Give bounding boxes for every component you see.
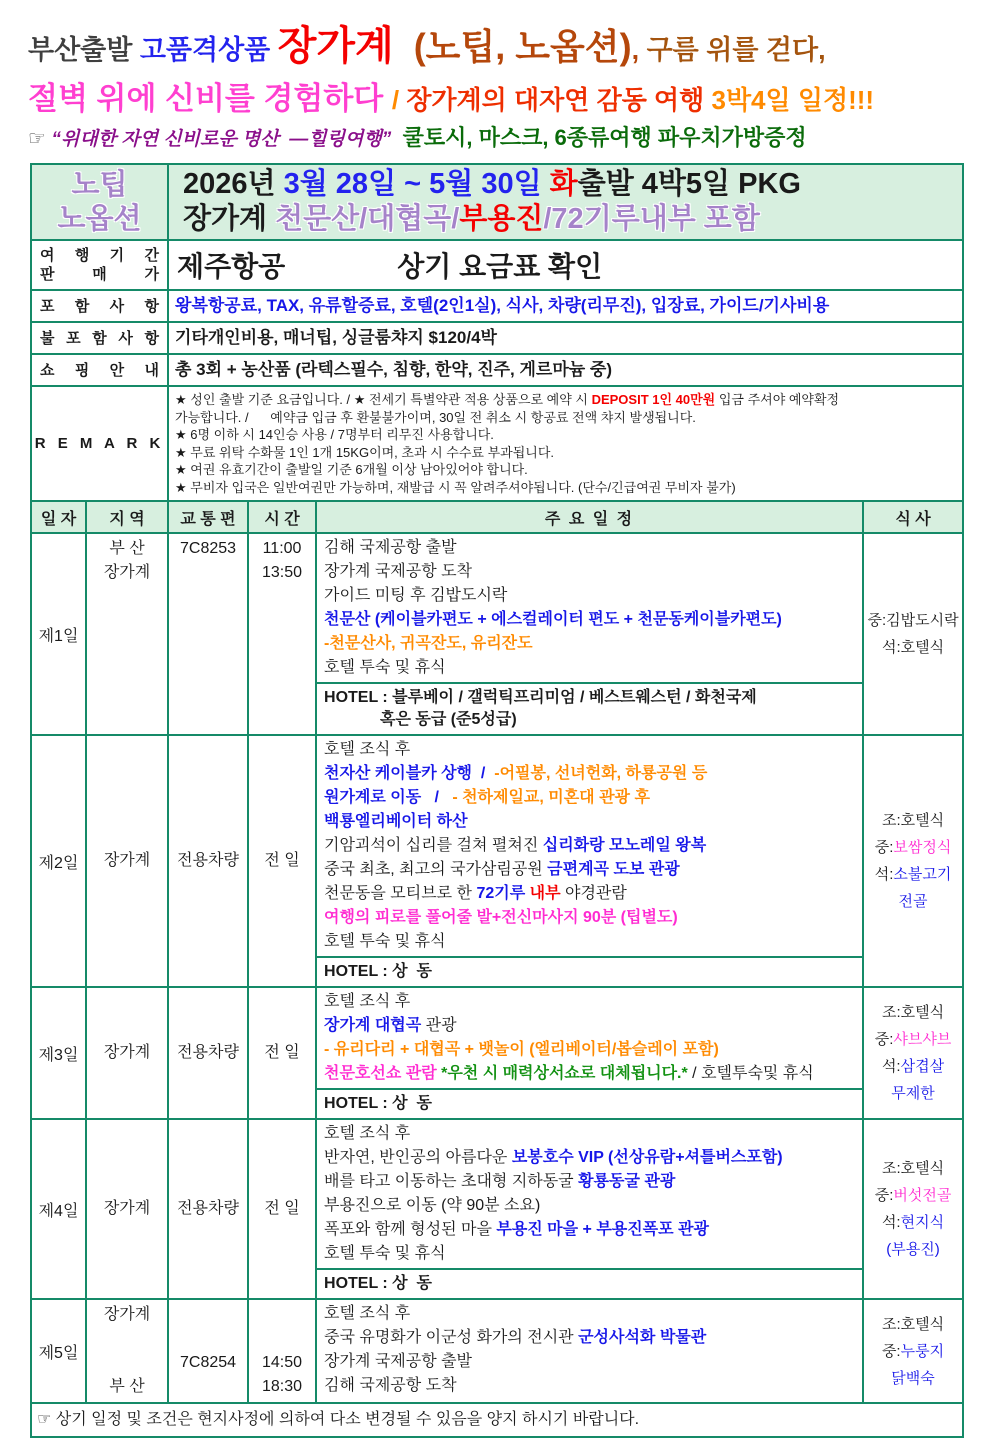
transport-cell [168, 1299, 248, 1403]
time-cell-line: 18:30 [261, 1378, 303, 1395]
text-segment: 관광 [425, 1017, 457, 1034]
itinerary-line [324, 632, 855, 656]
text-segment: (노팁, 노옵션) [393, 26, 632, 67]
text-segment: 화 [549, 168, 578, 200]
text-segment: 상기 요금표 확인 [397, 251, 603, 282]
text-segment: 샤브샤브 [893, 1031, 952, 1048]
text-segment: 조:호텔식 [881, 1160, 945, 1177]
remark-row [31, 386, 963, 501]
hotel-line [324, 687, 855, 709]
headline-line-2 [28, 78, 986, 121]
text-segment: 여행의 피로를 풀어줄 발+전신마사지 90분 (팁별도) [324, 909, 678, 926]
text-segment: / [391, 85, 407, 115]
day-number-cell: 제4일 [31, 1119, 86, 1299]
text-segment: HOTEL : [324, 1095, 393, 1112]
text-segment: 장가계 국제공항 출발 [324, 1353, 473, 1370]
shopping-text [168, 354, 963, 386]
transport-cell-line: 7C8253 [179, 540, 237, 557]
itinerary-cell [316, 987, 863, 1119]
text-segment: 구름 위를 걷다, [646, 35, 826, 65]
day-number-cell: 제1일 [31, 533, 86, 735]
meal-line [864, 834, 962, 861]
text-segment: 원가계로 이동 [324, 789, 422, 806]
column-header-transport: 교 통 편 [168, 501, 248, 533]
text-segment: ★ 무비자 입국은 일반여권만 가능하며, 재발급 시 꼭 알려주셔야됩니다. (단수/긴급여권 무비자 불가) [175, 479, 736, 495]
region-cell-line: 장가계 [103, 852, 151, 869]
text-segment: 기타개인비용, 매너팁, 싱글룸챠지 $120/4박 [175, 328, 497, 347]
text-segment: 장가계 [183, 203, 276, 235]
text-segment: 부용진으로 이동 (약 90분 소요) [324, 1197, 541, 1214]
text-segment: 석:호텔식 [881, 639, 945, 656]
transport-cell-line: 7C8254 [179, 1354, 237, 1371]
text-segment: 야경관람 [560, 885, 627, 902]
text-segment: 왕복항공료, TAX, 유류할증료, 호텔(2인1실), 식사, 차량(리무진), 입장료, 가이드/기사비용 [175, 296, 830, 315]
headline-line-3 [28, 121, 986, 157]
text-segment: / [472, 765, 495, 782]
transport-cell-line: 전용차량 [177, 1200, 239, 1217]
time-cell [248, 1299, 316, 1403]
column-header-schedule: 주 요 일 정 [316, 501, 863, 533]
text-segment: 천문호선쇼 관람 [324, 1065, 442, 1082]
text-segment: 조:호텔식 [881, 812, 945, 829]
text-segment: 호텔 조식 후 [324, 993, 411, 1010]
transport-cell [168, 1119, 248, 1299]
day-number-cell: 제2일 [31, 735, 86, 987]
text-segment: 전골 [898, 893, 928, 910]
text-segment: 누룽지 [900, 1342, 945, 1360]
included-label: 포 함 사 항 [31, 290, 168, 322]
text-segment: ★ 6명 이하 시 14인승 사용 / 7명부터 리무진 사용합니다. [175, 427, 494, 442]
itinerary-line [324, 560, 855, 584]
transport-cell-line [169, 1327, 247, 1351]
text-segment: 폭포와 함께 형성된 마을 [324, 1221, 497, 1238]
time-cell-line: 11:00 [262, 540, 302, 557]
column-header-meals: 식 사 [863, 501, 963, 533]
region-cell-line: 장가계 [103, 1200, 151, 1217]
region-cell [86, 987, 168, 1119]
itinerary-line [324, 858, 855, 882]
text-segment: 72기루 [476, 885, 526, 902]
text-segment: 호텔 투숙 및 휴식 [324, 1245, 446, 1262]
region-cell-line: 장가계 [103, 1306, 151, 1323]
text-segment: 보봉호수 VIP (선상유람+셔틀버스포함) [511, 1149, 783, 1166]
text-segment: 석: [881, 1058, 901, 1075]
text-segment: 내부 [525, 885, 561, 902]
text-segment: 황룡동굴 관광 [578, 1173, 676, 1190]
region-cell-line: 장가계 [103, 564, 151, 581]
itinerary-lines [317, 534, 862, 682]
itinerary-lines [317, 1120, 862, 1268]
time-cell [248, 987, 316, 1119]
hotel-info [317, 682, 862, 734]
itinerary-line [324, 1038, 855, 1062]
shopping-label: 쇼 핑 안 내 [31, 354, 168, 386]
text-segment: 김해 국제공항 출발 [324, 539, 457, 556]
itinerary-cell [316, 735, 863, 987]
text-segment: 중: [874, 1031, 894, 1048]
headline-line-1 [28, 18, 986, 78]
text-segment: /72기루내부 포함 [543, 203, 760, 235]
text-segment: 부용진 마을 + 부용진폭포 관광 [496, 1221, 709, 1238]
text-segment: 호텔 투숙 및 휴식 [324, 933, 446, 950]
itinerary-line [324, 1218, 855, 1242]
region-cell [86, 533, 168, 735]
text-segment: “위대한 자연 신비로운 명산 —힐링여행” [51, 129, 397, 150]
text-segment: - 천하제일교, 미혼대 관광 후 [452, 789, 650, 806]
remark-label: R E M A R K [31, 386, 168, 501]
region-cell [86, 1119, 168, 1299]
meal-line [864, 1182, 962, 1209]
time-cell-line: 전 일 [264, 852, 300, 869]
text-segment: 장가계 대협곡 [324, 1017, 426, 1034]
transport-cell-line: 전용차량 [177, 852, 239, 869]
region-cell [86, 1299, 168, 1403]
meal-cell [863, 533, 963, 735]
time-cell [248, 533, 316, 735]
excluded-label: 불 포 함 사 항 [31, 322, 168, 354]
meal-cell [863, 1299, 963, 1403]
text-segment: DEPOSIT 1인 40만원 [591, 392, 716, 407]
text-segment: 출발 4박5일 PKG [577, 168, 801, 200]
text-segment: 김해 국제공항 도착 [324, 1377, 457, 1394]
airline-cell [168, 240, 963, 290]
time-cell-line: 13:50 [261, 564, 303, 581]
text-segment: 천문산/대협곡/ [275, 203, 460, 235]
itinerary-lines [317, 736, 862, 956]
text-segment: 석: [881, 1214, 901, 1231]
column-header-row [31, 501, 963, 533]
itinerary-line [324, 584, 855, 608]
meal-line [864, 1026, 962, 1053]
text-segment: *우천 시 매력상서쇼로 대체됩니다.* [441, 1065, 688, 1082]
region-cell-line: 부 산 [109, 540, 145, 557]
text-segment: 호텔 조식 후 [324, 1305, 411, 1322]
transport-cell [168, 533, 248, 735]
itinerary-line [324, 834, 855, 858]
text-segment: 상 동 [392, 1275, 432, 1292]
package-title-cell [168, 164, 963, 240]
day-row [31, 533, 963, 735]
text-segment: 중: [874, 1187, 894, 1204]
transport-cell-line [169, 1375, 247, 1399]
remark-line [175, 409, 956, 427]
time-cell-line: 14:50 [261, 1354, 303, 1371]
text-segment: 부용진 [459, 203, 544, 235]
text-segment: 배를 타고 이동하는 초대형 지하동굴 [324, 1173, 579, 1190]
itinerary-line [324, 1194, 855, 1218]
column-header-region: 지 역 [86, 501, 168, 533]
text-segment: 2026년 [183, 168, 284, 200]
text-segment: 고품격상품 [139, 35, 278, 65]
day-number-cell: 제5일 [31, 1299, 86, 1403]
remark-line [175, 391, 956, 409]
excluded-row [31, 322, 963, 354]
remark-line [175, 461, 956, 479]
text-segment: 닭백숙 [891, 1369, 935, 1387]
text-segment: 반자연, 반인공의 아름다운 [324, 1149, 512, 1166]
text-segment: - 유리다리 + 대협곡 + 뱃놀이 (엘리베이터/봅슬레이 포함) [324, 1041, 719, 1058]
itinerary-line [324, 1122, 855, 1146]
text-segment: 보쌈정식 [893, 839, 952, 856]
text-segment: 현지식 [900, 1214, 945, 1231]
text-segment: 삼겹살 [900, 1058, 945, 1075]
text-segment: ★ 성인 출발 기준 요금입니다. / ★ 전세기 특별약관 적용 상품으로 예약 시 [175, 392, 592, 407]
text-segment: 절벽 위에 신비를 경험하다 [28, 81, 392, 116]
meal-cell [863, 987, 963, 1119]
hotel-line [324, 1093, 855, 1115]
itinerary-line [324, 762, 855, 786]
text-segment: 중: [874, 839, 894, 856]
text-segment: 석: [874, 866, 894, 883]
day-row [31, 1299, 963, 1403]
column-header-day: 일 자 [31, 501, 86, 533]
period-price-label-cell [31, 240, 168, 290]
hotel-line [324, 709, 855, 731]
itinerary-lines [317, 988, 862, 1088]
region-cell-line: 장가계 [103, 1044, 151, 1061]
meal-line [864, 1053, 962, 1080]
meal-line [864, 634, 962, 661]
footer-note: ☞ 상기 일정 및 조건은 현지사정에 의하여 다소 변경될 수 있음을 양지 하시기 바랍니다. [31, 1403, 963, 1437]
itinerary-line [324, 1374, 855, 1398]
remark-line [175, 444, 956, 462]
itinerary-line [324, 786, 855, 810]
text-segment: 소불고기 [893, 866, 952, 883]
text-segment: 중국 유명화가 이군성 화가의 전시관 [324, 1329, 579, 1346]
text-segment: HOTEL : [324, 1275, 393, 1292]
period-label: 여 행 기 간 [40, 247, 160, 264]
transport-cell-line: 전용차량 [177, 1044, 239, 1061]
text-segment: 제주항공 [177, 251, 286, 282]
text-segment: 장가계의 대자연 감동 여행 [406, 85, 712, 115]
time-cell-line: 전 일 [264, 1200, 300, 1217]
included-row [31, 290, 963, 322]
meal-line [864, 999, 962, 1026]
text-segment: 블루베이 / 갤럭틱프리미엄 / 베스트웨스턴 / 화천국제 [392, 689, 757, 706]
text-segment: 중:김밥도시락 [867, 612, 959, 629]
text-segment: -천문산사, 귀곡잔도, 유리잔도 [324, 635, 533, 652]
transport-cell-line [169, 1303, 247, 1327]
itinerary-cell [316, 1119, 863, 1299]
itinerary-cell [316, 1299, 863, 1403]
column-header-time: 시 간 [248, 501, 316, 533]
meal-line [864, 1311, 962, 1338]
itinerary-line [324, 1014, 855, 1038]
text-segment: 호텔 조식 후 [324, 1125, 411, 1142]
hotel-info [317, 1088, 862, 1118]
price-label: 판 매 가 [40, 266, 160, 283]
text-segment: -어필봉, 선녀헌화, 하룡공원 등 [494, 765, 708, 782]
day-row [31, 1119, 963, 1299]
text-segment: 기암괴석이 십리를 걸쳐 펼쳐진 [324, 837, 543, 854]
hotel-info [317, 956, 862, 986]
text-segment: 3박4일 일정!!! [711, 85, 875, 115]
text-segment: ★ 여권 유효기간이 출발일 기준 6개월 이상 남아있어야 합니다. [175, 462, 528, 477]
meal-line [864, 1155, 962, 1182]
time-cell-line [249, 1327, 315, 1351]
meal-cell [863, 735, 963, 987]
shopping-row [31, 354, 963, 386]
itinerary-line [324, 1146, 855, 1170]
footer-row [31, 1403, 963, 1437]
meal-line [864, 1236, 962, 1263]
meal-cell [863, 1119, 963, 1299]
text-segment: 가이드 미팅 후 김밥도시락 [324, 587, 508, 604]
itinerary-line [324, 1170, 855, 1194]
text-segment: 군성사석화 박물관 [578, 1329, 707, 1346]
hotel-line [324, 1273, 855, 1295]
itinerary-line [324, 1242, 855, 1266]
itinerary-line [324, 536, 855, 560]
day-rows [31, 533, 963, 1403]
time-cell-line: 전 일 [264, 1044, 300, 1061]
remark-line [175, 479, 956, 497]
meal-line [864, 807, 962, 834]
itinerary-line [324, 882, 855, 906]
text-segment: (부용진) [886, 1241, 940, 1258]
text-segment: ☞ [28, 128, 52, 150]
remark-content [168, 386, 963, 501]
package-title-line-1 [183, 167, 962, 202]
text-segment: 총 3회 + 농산품 (라텍스필수, 침향, 한약, 진주, 게르마늄 중) [175, 360, 612, 379]
text-segment: 혹은 동급 (준5성급) [380, 711, 517, 728]
itinerary-line [324, 656, 855, 680]
region-cell [86, 735, 168, 987]
package-title-row [31, 164, 963, 240]
itinerary-table [30, 163, 964, 1438]
text-segment: 가능합니다. / 예약금 입금 후 환불불가이며, 30일 전 취소 시 항공료 전액 챠지 발생됩니다. [175, 409, 696, 425]
itinerary-line [324, 608, 855, 632]
no-option-label: 노옵션 [57, 203, 142, 235]
transport-cell [168, 987, 248, 1119]
meal-line [864, 861, 962, 888]
text-segment: 무제한 [891, 1085, 935, 1102]
package-title-line-2 [183, 202, 962, 237]
itinerary-line [324, 1302, 855, 1326]
itinerary-line [324, 930, 855, 954]
meal-line [864, 1338, 962, 1365]
text-segment: 천문동을 모티브로 한 [324, 885, 477, 902]
text-segment: 백룡엘리베이터 하산 [324, 813, 468, 830]
hotel-line [324, 961, 855, 983]
itinerary-cell [316, 533, 863, 735]
day-row [31, 735, 963, 987]
text-segment: 장가계 [277, 24, 394, 68]
itinerary-line [324, 1326, 855, 1350]
no-tip-label: 노팁 [71, 169, 128, 201]
itinerary-lines [317, 1300, 862, 1400]
itinerary-line [324, 1062, 855, 1086]
text-segment: , [631, 35, 647, 65]
region-cell-line [87, 1351, 167, 1375]
no-tip-no-option-cell [31, 164, 168, 240]
included-text [168, 290, 963, 322]
text-segment: 천문산 (케이블카편도 + 에스컬레이터 편도 + 천문동케이블카편도) [324, 611, 782, 628]
itinerary-line [324, 906, 855, 930]
region-cell-line [87, 1327, 167, 1351]
text-segment: 중: [881, 1342, 901, 1360]
text-segment: 3월 28일 ~ 5월 30일 [283, 168, 550, 200]
excluded-text [168, 322, 963, 354]
meal-line [864, 607, 962, 634]
day-row [31, 987, 963, 1119]
itinerary-line [324, 990, 855, 1014]
text-segment: ★ 무료 위탁 수화물 1인 1개 15KG이며, 초과 시 수수료 부과됩니다. [175, 444, 554, 460]
text-segment: 상 동 [392, 1095, 432, 1112]
meal-line [864, 1365, 962, 1392]
text-segment: 호텔 투숙 및 휴식 [324, 659, 446, 676]
meal-line [864, 1209, 962, 1236]
hotel-info [317, 1268, 862, 1298]
transport-cell [168, 735, 248, 987]
airline-row [31, 240, 963, 290]
itinerary-line [324, 738, 855, 762]
time-cell [248, 1119, 316, 1299]
meal-line [864, 888, 962, 915]
text-segment: 금편계곡 도보 관광 [547, 861, 680, 878]
text-segment: 부산출발 [28, 35, 140, 65]
day-number-cell: 제3일 [31, 987, 86, 1119]
text-segment: 쿨토시, 마스크, 6종류여행 파우치가방증정 [396, 125, 807, 150]
text-segment: 천자산 케이블카 상행 [324, 765, 473, 782]
text-segment: 버섯전골 [893, 1187, 952, 1204]
time-cell-line [249, 1303, 315, 1327]
remark-line [175, 426, 956, 444]
text-segment: 장가계 국제공항 도착 [324, 563, 473, 580]
text-segment: HOTEL : [324, 689, 393, 706]
page-headline [0, 0, 992, 163]
meal-line [864, 1080, 962, 1107]
text-segment: 입금 주셔야 예약확정 [715, 392, 840, 407]
itinerary-line [324, 1350, 855, 1374]
text-segment: HOTEL : [324, 963, 393, 980]
text-segment: 상 동 [392, 963, 432, 980]
region-cell-line: 부 산 [109, 1378, 145, 1395]
text-segment: 조:호텔식 [881, 1004, 945, 1021]
text-segment: 호텔 조식 후 [324, 741, 411, 758]
text-segment: / 호텔투숙및 휴식 [687, 1065, 814, 1082]
itinerary-line [324, 810, 855, 834]
text-segment: 십리화랑 모노레일 왕복 [542, 837, 707, 854]
time-cell [248, 735, 316, 987]
text-segment: / [421, 789, 453, 806]
text-segment: 조:호텔식 [881, 1315, 945, 1333]
text-segment: 중국 최초, 최고의 국가삼림공원 [324, 861, 548, 878]
